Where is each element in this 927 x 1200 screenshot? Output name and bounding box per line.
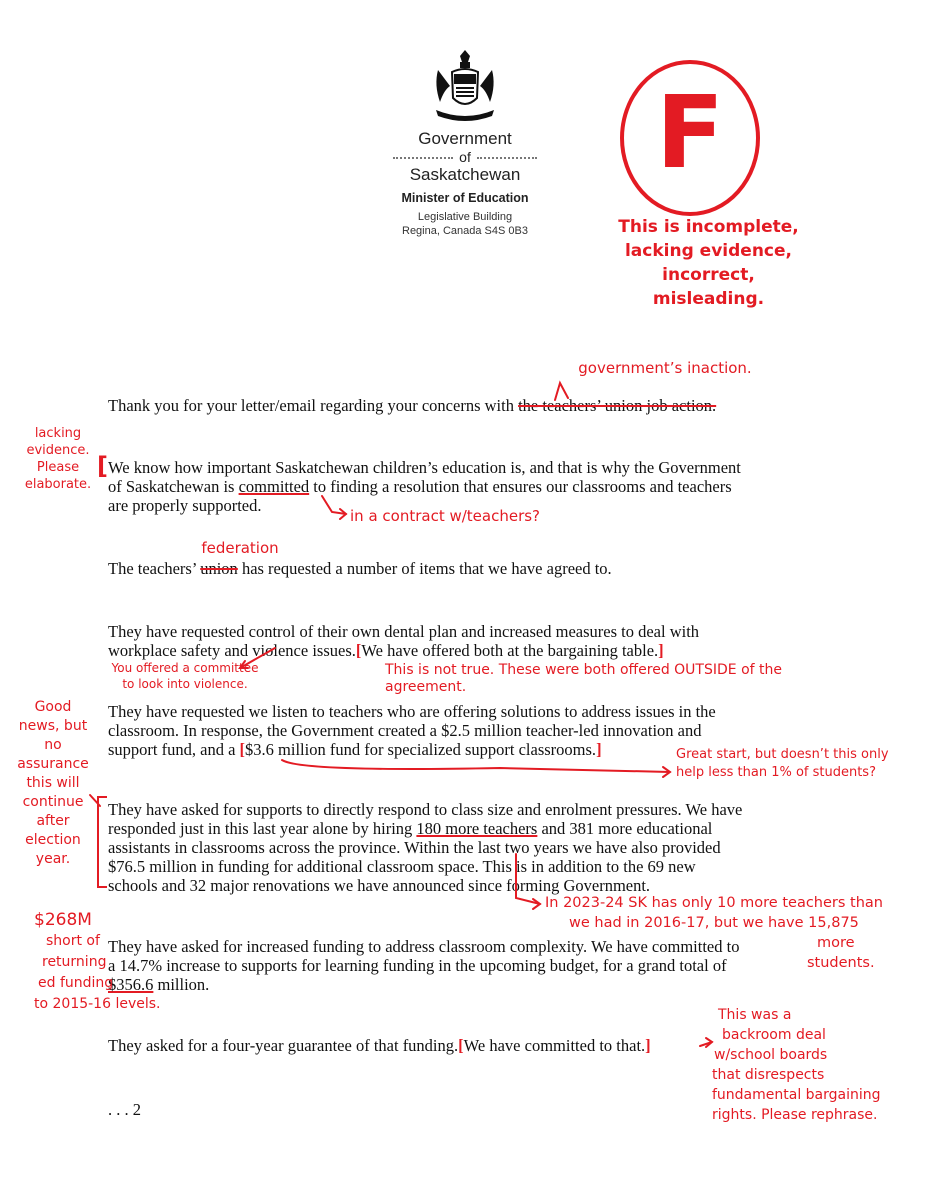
gov-line-2: of [380,149,550,165]
grade-letter: F [655,74,725,191]
annotation-good-news: Good news, but no assurance this will continue after election year. [17,699,89,867]
annotation-federation: federation [201,539,279,557]
arrow-committee [240,648,275,668]
arrow-great-start [282,760,670,772]
gov-line-3: Saskatchewan [409,165,521,184]
paragraph-4: They have requested control of their own dental plan and increased measures to deal with workplace safety and violence issues.[We have offered both at the bargaining table.] [108,622,700,660]
annotation-backroom-deal: This was a backroom deal w/school boards that disrespects fundamental bargaining rights. Please rephrase. [712,1007,881,1123]
annotation-lacking-evidence: lacking evidence. Please elaborate. [24,426,92,492]
paragraph-5: They have requested we listen to teachers who are offering solutions to address issues in the classroom. In response, the Government created a $2.5 million teacher-led innovation and support fund, and a [$3.6 million fund for specialized support classrooms.] [108,702,716,759]
struck-text: the teachers’ union job action. [518,396,717,415]
paragraph-2: We know how important Saskatchewan children’s education is, and that is why the Government of Saskatchewan is committed to finding a resolution that ensures our classrooms and teachers are properly supported. [108,458,741,515]
annotation-268m: $268M short of returning ed funding to 2015-16 levels. [34,910,161,1012]
paragraph-1: Thank you for your letter/email regarding your concerns with the teachers’ union job action. [108,396,717,415]
page-marker: . . . 2 [108,1100,141,1119]
arrow-sk [516,854,540,904]
annotation-committee: You offered a committee to look into violence. [111,661,259,691]
address-line-1: Legislative Building [417,211,513,223]
address-line-2: Regina, Canada S4S 0B3 [402,225,528,237]
annotation-great-start: Great start, but doesn’t this only help less than 1% of students? [676,747,889,780]
paragraph-6: They have asked for supports to directly respond to class size and enrolment pressures. We have responded just in this last year alone by hiring 180 more teachers and 381 more educational assistants in classrooms across the province. Within the last two years we have also provided $76.5 million in funding for additional classroom space. This is in addition to the 69 new schools and 32 major renovations we have announced since forming Government. [108,800,743,895]
paragraph-8: They asked for a four-year guarantee of that funding.[We have committed to that.] [108,1036,651,1055]
bracket-p2: [ [97,452,108,480]
annotation-sk-teachers: In 2023-24 SK has only 10 more teachers than we had in 2016-17, but we have 15,875 more students. [545,895,883,971]
gov-line-1: Government [418,129,512,148]
paragraph-3: The teachers’ union has requested a number of items that we have agreed to. [108,559,612,578]
office-title: Minister of Education [401,191,529,205]
grade-comment: This is incomplete, lacking evidence, incorrect, misleading. [618,217,799,309]
annotation-not-true: This is not true. These were both offered OUTSIDE of the agreement. [385,662,782,695]
paragraph-7: They have asked for increased funding to address classroom complexity. We have committed to a 14.7% increase to supports for learning funding in the upcoming budget, for a grand total of $356.6 million. [108,937,740,994]
annotation-inaction: government’s inaction. [578,359,752,377]
arrow-good-news [90,795,100,806]
annotation-contract: in a contract w/teachers? [350,507,541,525]
caret-inaction [555,383,568,400]
